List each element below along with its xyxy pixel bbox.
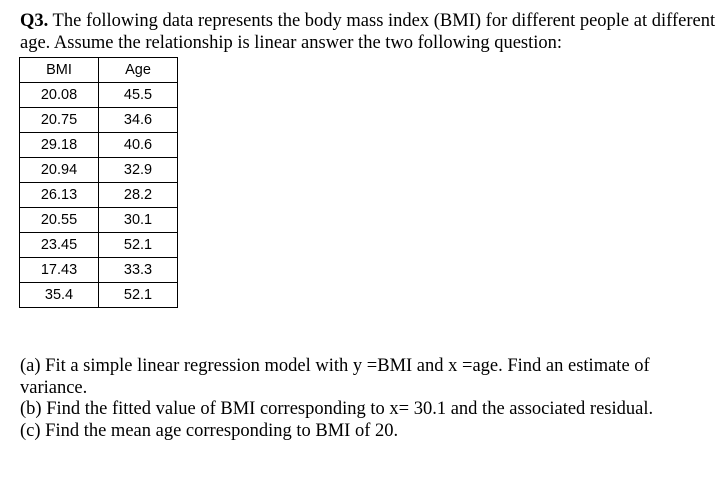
age-cell: 45.5 — [99, 83, 178, 108]
sub-question-b: (b) Find the fitted value of BMI corresponding to x= 30.1 and the associated residual. — [20, 399, 654, 419]
age-cell: 33.3 — [99, 258, 178, 283]
bmi-cell: 29.18 — [20, 133, 99, 158]
age-cell: 30.1 — [99, 208, 178, 233]
age-cell: 40.6 — [99, 133, 178, 158]
sub-question-c: (c) Find the mean age corresponding to BMI of 20. — [20, 420, 399, 441]
age-cell: 52.1 — [99, 233, 178, 258]
table-row — [20, 133, 178, 158]
table-row — [20, 83, 178, 108]
bmi-cell: 35.4 — [20, 283, 99, 308]
age-cell: 34.6 — [99, 108, 178, 133]
age-cell: 32.9 — [99, 158, 178, 183]
age-cell: 28.2 — [99, 183, 178, 208]
bmi-cell: 26.13 — [20, 183, 99, 208]
bmi-cell: 20.55 — [20, 208, 99, 233]
table-row — [20, 283, 178, 308]
question-intro — [20, 10, 720, 54]
bmi-cell: 20.94 — [20, 158, 99, 183]
table-row — [20, 258, 178, 283]
question-number: Q3. — [20, 11, 49, 31]
bmi-age-table — [19, 57, 178, 308]
table-row — [20, 233, 178, 258]
age-cell: 52.1 — [99, 283, 178, 308]
bmi-cell: 20.08 — [20, 83, 99, 108]
table-row — [20, 108, 178, 133]
table-header-row — [20, 58, 178, 83]
bmi-cell: 17.43 — [20, 258, 99, 283]
sub-question-a: (a) Fit a simple linear regression model with y =BMI and x =age. Find an estimate of variance. — [20, 356, 650, 398]
column-header-age: Age — [99, 58, 178, 83]
sub-questions — [20, 356, 715, 442]
bmi-cell: 23.45 — [20, 233, 99, 258]
table-row — [20, 183, 178, 208]
table-row — [20, 208, 178, 233]
bmi-cell: 20.75 — [20, 108, 99, 133]
column-header-bmi: BMI — [20, 58, 99, 83]
question-intro-text: The following data represents the body mass index (BMI) for different people at different age. Assume the relationship is linear answer the two following question: — [20, 11, 716, 53]
table-row — [20, 158, 178, 183]
